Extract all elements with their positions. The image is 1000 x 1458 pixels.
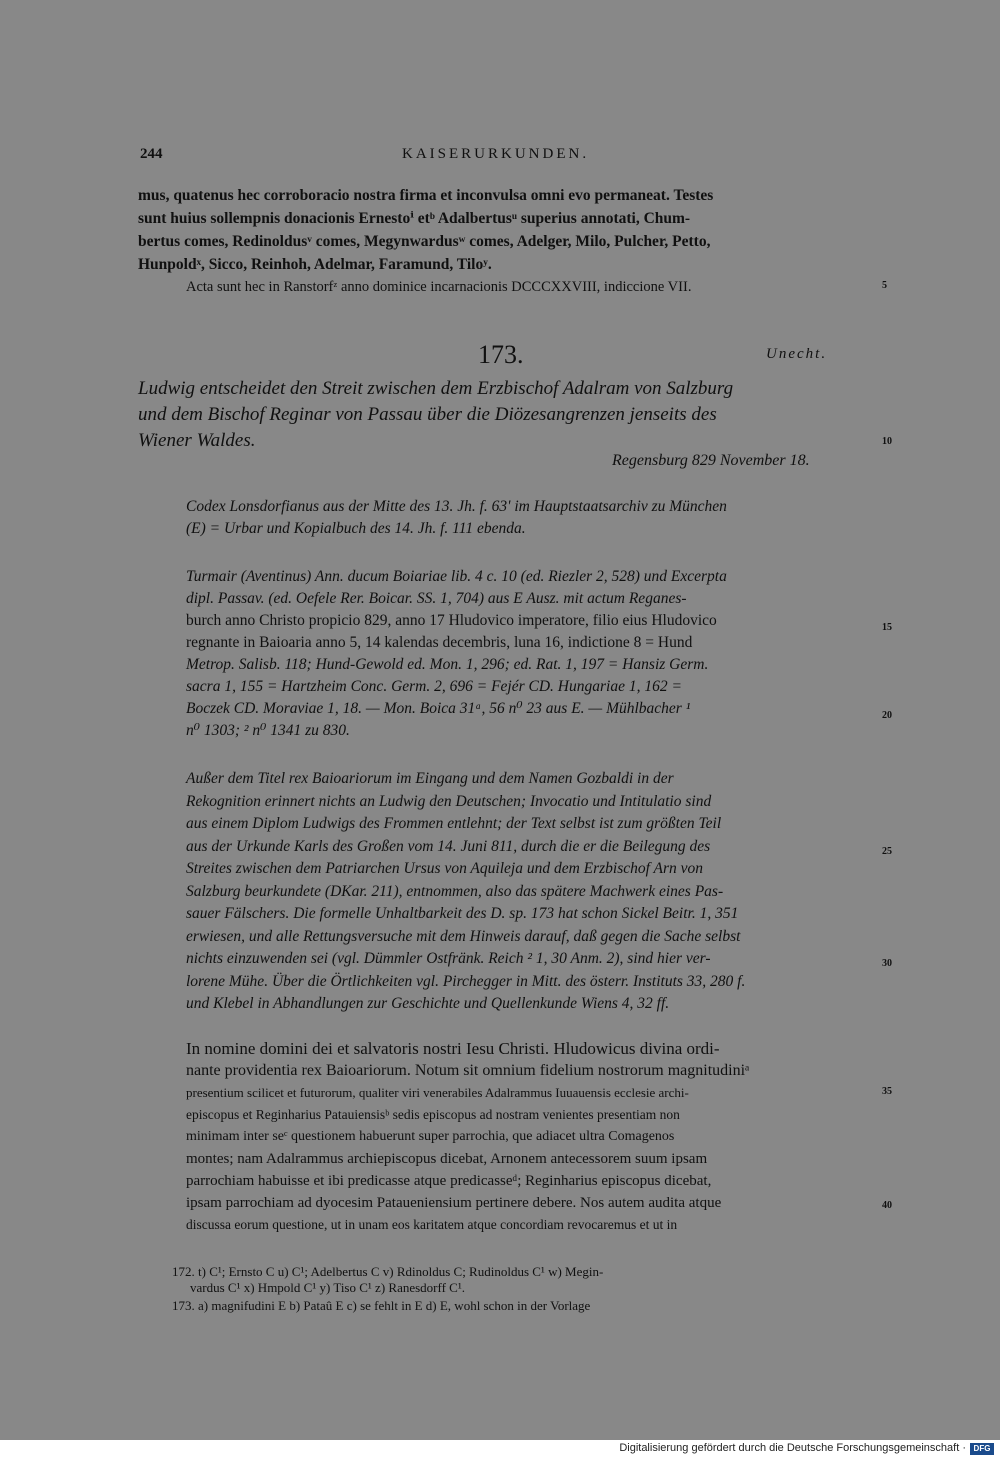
- place-date: Regensburg 829 November 18.: [612, 452, 810, 469]
- text-line: In nomine domini dei et salvatoris nostri Iesu Christi. Hludowicus divina ordi-: [186, 1039, 720, 1058]
- line-number: 5: [882, 280, 887, 291]
- text-line: presentium scilicet et futurorum, qualiter viri venerabiles Adalrammus Iuuauensis ecclesie archi-: [186, 1085, 689, 1100]
- line-number: 15: [882, 622, 892, 633]
- text-line: mus, quatenus hec corroboracio nostra firma et inconvulsa omni evo permaneat. Testes: [138, 187, 714, 204]
- text-line: regnante in Baioaria anno 5, 14 kalendas decembris, luna 16, indictione 8 = Hund: [186, 634, 693, 651]
- text-line: montes; nam Adalrammus archiepiscopus dicebat, Arnonem antecessorem suum ipsam: [186, 1151, 708, 1167]
- line-number: 10: [882, 436, 892, 447]
- text-line: Codex Lonsdorfianus aus der Mitte des 13. Jh. f. 63' im Hauptstaatsarchiv zu München: [186, 498, 727, 515]
- text-line: Rekognition erinnert nichts an Ludwig den Deutschen; Invocatio und Intitulatio sind: [186, 792, 712, 810]
- line-number: 30: [882, 958, 892, 969]
- text-line: sunt huius sollempnis donacionis Ernestoⁱ etᵇ Adalbertusᵘ superius annotati, Chum-: [138, 210, 691, 227]
- footer-bar: [0, 1440, 1000, 1458]
- text-line: lorene Mühe. Über die Örtlichkeiten vgl. Pirchegger in Mitt. des österr. Instituts 33, 280 f.: [186, 972, 746, 990]
- dfg-logo: DFG: [970, 1443, 994, 1455]
- text-line: aus einem Diplom Ludwigs des Frommen entlehnt; der Text selbst ist zum größten Teil: [186, 815, 722, 832]
- running-title: KAISERURKUNDEN.: [402, 146, 590, 162]
- text-line: bertus comes, Redinoldusᵛ comes, Megynwardusʷ comes, Adelger, Milo, Pulcher, Petto,: [138, 233, 711, 250]
- regest-line: Ludwig entscheidet den Streit zwischen dem Erzbischof Adalram von Salzburg: [138, 378, 734, 399]
- text-line: (E) = Urbar und Kopialbuch des 14. Jh. f. 111 ebenda.: [186, 520, 526, 537]
- text-line: aus der Urkunde Karls des Großen vom 14. Juni 811, durch die er die Beilegung des: [186, 837, 711, 855]
- text-line: Streites zwischen dem Patriarchen Ursus von Aquileja und dem Erzbischof Arn von: [186, 860, 704, 877]
- line-number: 40: [882, 1200, 892, 1211]
- text-line: nante providentia rex Baioariorum. Notum sit omnium fidelium nostrorum magnitudiniᵃ: [186, 1062, 750, 1079]
- page-number: 244: [140, 146, 163, 162]
- text-line: nichts einzuwenden sei (vgl. Dümmler Ostfränk. Reich ² 1, 30 Anm. 2), sind hier ver-: [186, 950, 711, 967]
- text-line: episcopus et Reginharius Patauiensisᵇ sedis episcopus ad nostram venientes presentiam non: [186, 1107, 680, 1122]
- footnote-line: 172. t) C¹; Ernsto C u) C¹; Adelbertus C v) Rdinoldus C; Rudinoldus C¹ w) Megin-: [172, 1264, 604, 1279]
- footer-credit: Digitalisierung gefördert durch die Deutsche Forschungsgemeinschaft ·: [619, 1442, 966, 1454]
- text-line: Boczek CD. Moraviae 1, 18. — Mon. Boica 31ᵃ, 56 n⁰ 23 aus E. — Mühlbacher ¹: [186, 700, 691, 717]
- document-number: 173.: [478, 340, 524, 369]
- footnote-line: vardus C¹ x) Hmpold C¹ y) Tiso C¹ z) Ranesdorff C¹.: [190, 1280, 465, 1295]
- text-line: und Klebel in Abhandlungen zur Geschichte und Quellenkunde Wiens 4, 32 ff.: [186, 995, 670, 1012]
- text-line: sacra 1, 155 = Hartzheim Conc. Germ. 2, 696 = Fejér CD. Hungariae 1, 162 =: [186, 678, 682, 695]
- text-line: dipl. Passav. (ed. Oefele Rer. Boicar. SS. 1, 704) aus E Ausz. mit actum Reganes-: [186, 590, 687, 607]
- authenticity-status: Unecht.: [766, 346, 828, 362]
- line-number: 35: [882, 1086, 892, 1097]
- text-line: Turmair (Aventinus) Ann. ducum Boiariae lib. 4 c. 10 (ed. Riezler 2, 528) und Excerpta: [186, 568, 727, 585]
- footnote-line: 173. a) magnifudini E b) Pataû E c) se fehlt in E d) E, wohl schon in der Vorlage: [172, 1298, 591, 1313]
- text-line: sauer Fälschers. Die formelle Unhaltbarkeit des D. sp. 173 hat schon Sickel Beitr. 1, 351: [186, 905, 739, 922]
- text-line: Hunpoldˣ, Sicco, Reinhoh, Adelmar, Faramund, Tiloʸ.: [138, 256, 492, 273]
- regest-line: und dem Bischof Reginar von Passau über die Diözesangrenzen jenseits des: [138, 404, 717, 425]
- dating-line: Acta sunt hec in Ranstorfᶻ anno dominice incarnacionis DCCCXXVIII, indiccione VII.: [186, 279, 692, 295]
- text-line: discussa eorum questione, ut in unam eos karitatem atque concordiam revocaremus et ut in: [186, 1217, 678, 1232]
- regest-line: Wiener Waldes.: [138, 430, 256, 451]
- text-line: parrochiam habuisse et ibi predicasse atque predicasseᵈ; Reginharius episcopus dicebat,: [186, 1173, 712, 1189]
- line-number: 25: [882, 846, 892, 857]
- text-line: ipsam parrochiam ad dyocesim Pataueniensium pertinere debere. Nos autem audita atque: [186, 1195, 722, 1211]
- text-line: minimam inter seᶜ questionem habuerunt super parrochia, que adiacet ultra Comagenos: [186, 1129, 675, 1144]
- line-number: 20: [882, 710, 892, 721]
- text-line: erwiesen, und alle Rettungsversuche mit dem Hinweis darauf, daß gegen die Sache selbst: [186, 927, 741, 945]
- text-line: burch anno Christo propicio 829, anno 17 Hludovico imperatore, filio eius Hludovico: [186, 612, 717, 629]
- text-line: Metrop. Salisb. 118; Hund-Gewold ed. Mon. 1, 296; ed. Rat. 1, 197 = Hansiz Germ.: [186, 656, 709, 673]
- text-line: n⁰ 1303; ² n⁰ 1341 zu 830.: [186, 722, 350, 739]
- text-line: Außer dem Titel rex Baioariorum im Eingang und dem Namen Gozbaldi in der: [186, 770, 674, 787]
- text-line: Salzburg beurkundete (DKar. 211), entnommen, also das spätere Machwerk eines Pas-: [186, 882, 724, 900]
